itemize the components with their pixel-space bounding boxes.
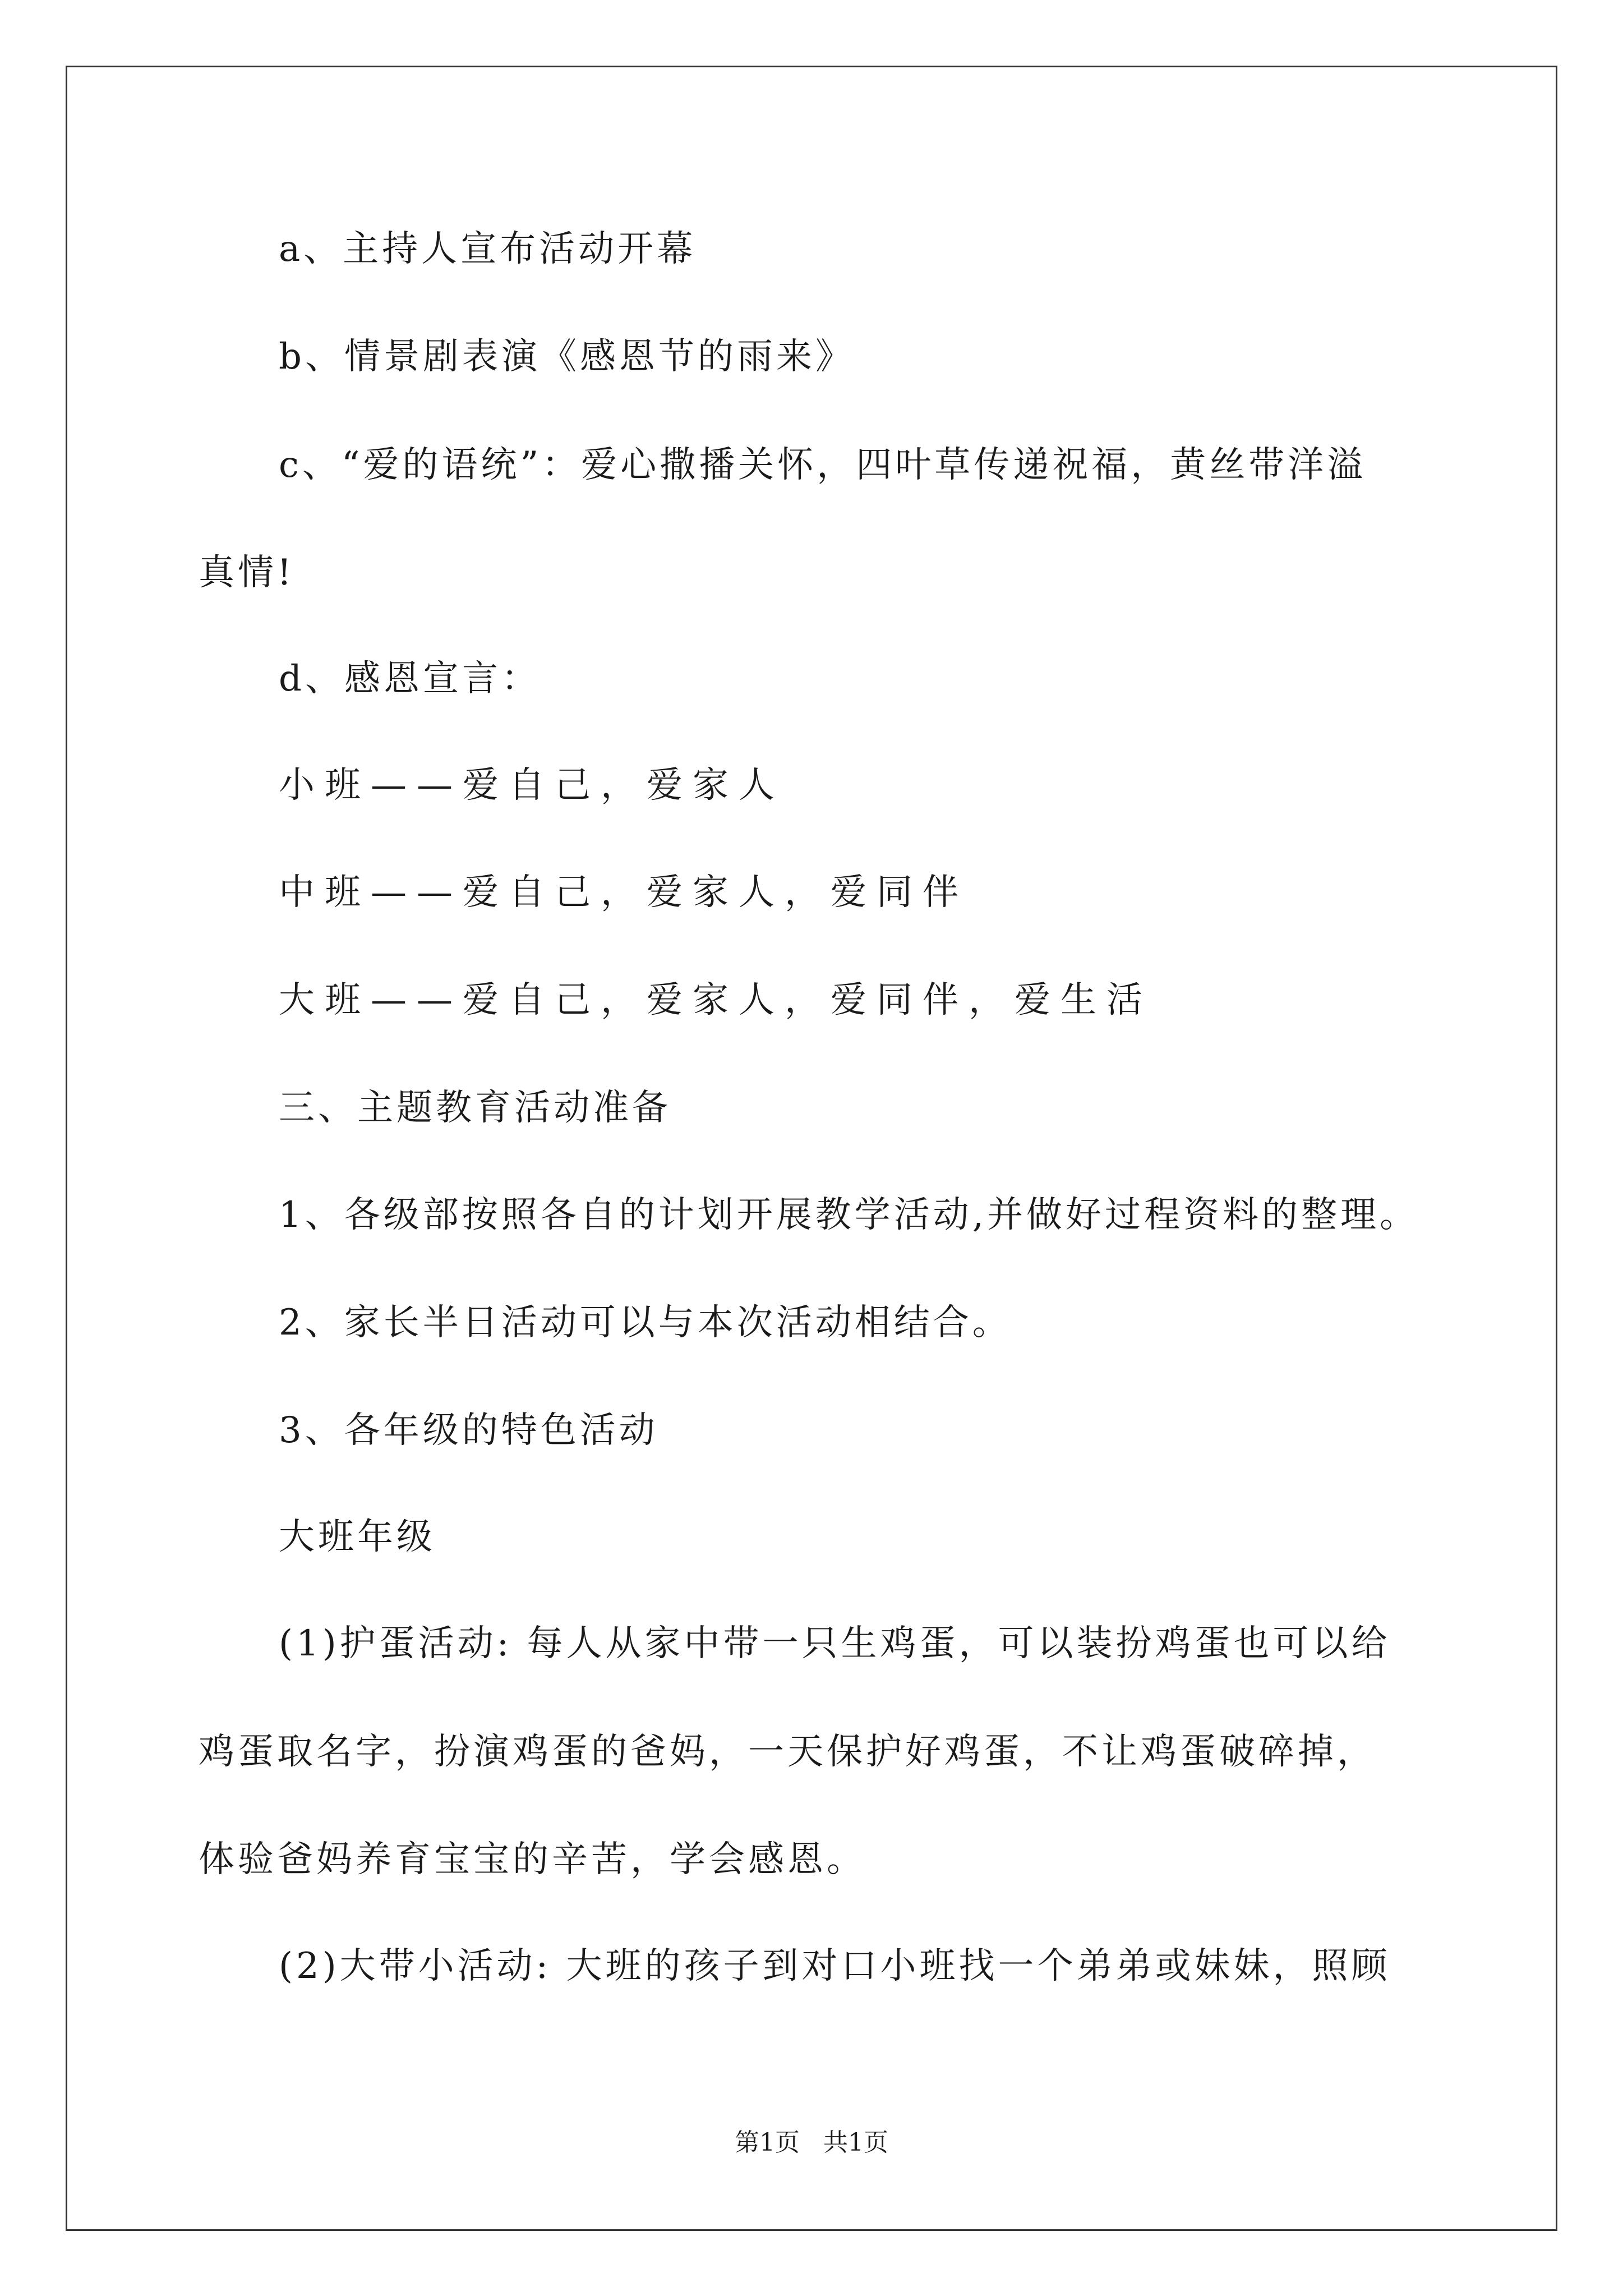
list-item-d: d、感恩宣言： bbox=[279, 658, 541, 700]
activity-2-line-1: (2)大带小活动: 大班的孩子到对口小班找一个弟弟或妹妹，照顾 bbox=[279, 1945, 1391, 1987]
pledge-large-class: 大班——爱自己，爱家人，爱同伴，爱生活 bbox=[279, 979, 1152, 1021]
activity-1-line-3: 体验爸妈养育宝宝的辛苦，学会感恩。 bbox=[199, 1839, 866, 1880]
list-item-a: a、主持人宣布活动开幕 bbox=[279, 228, 697, 270]
list-item-c: c、“爱的语统”：爱心撒播关怀，四叶草传递祝福，黄丝带洋溢 bbox=[279, 444, 1367, 486]
paragraph-1: 1、各级部按照各自的计划开展教学活动,并做好过程资料的整理。 bbox=[279, 1194, 1419, 1236]
page-footer: 第1页 共1页 bbox=[735, 2128, 888, 2157]
paragraph-3: 3、各年级的特色活动 bbox=[279, 1410, 658, 1451]
paragraph-2: 2、家长半日活动可以与本次活动相结合。 bbox=[279, 1302, 1012, 1343]
activity-1-line-1: (1)护蛋活动: 每人从家中带一只生鸡蛋，可以装扮鸡蛋也可以给 bbox=[279, 1623, 1391, 1664]
list-item-c-continued: 真情! bbox=[199, 552, 295, 593]
activity-1-line-2: 鸡蛋取名字，扮演鸡蛋的爸妈，一天保护好鸡蛋，不让鸡蛋破碎掉， bbox=[199, 1731, 1376, 1773]
section-heading: 三、主题教育活动准备 bbox=[279, 1087, 671, 1129]
pledge-small-class: 小班——爱自己，爱家人 bbox=[279, 765, 785, 806]
subheading-large-class: 大班年级 bbox=[279, 1516, 436, 1558]
page-border bbox=[66, 66, 1557, 2231]
list-item-b: b、情景剧表演《感恩节的雨来》 bbox=[279, 336, 855, 378]
pledge-middle-class: 中班——爱自己，爱家人，爱同伴 bbox=[279, 872, 969, 913]
